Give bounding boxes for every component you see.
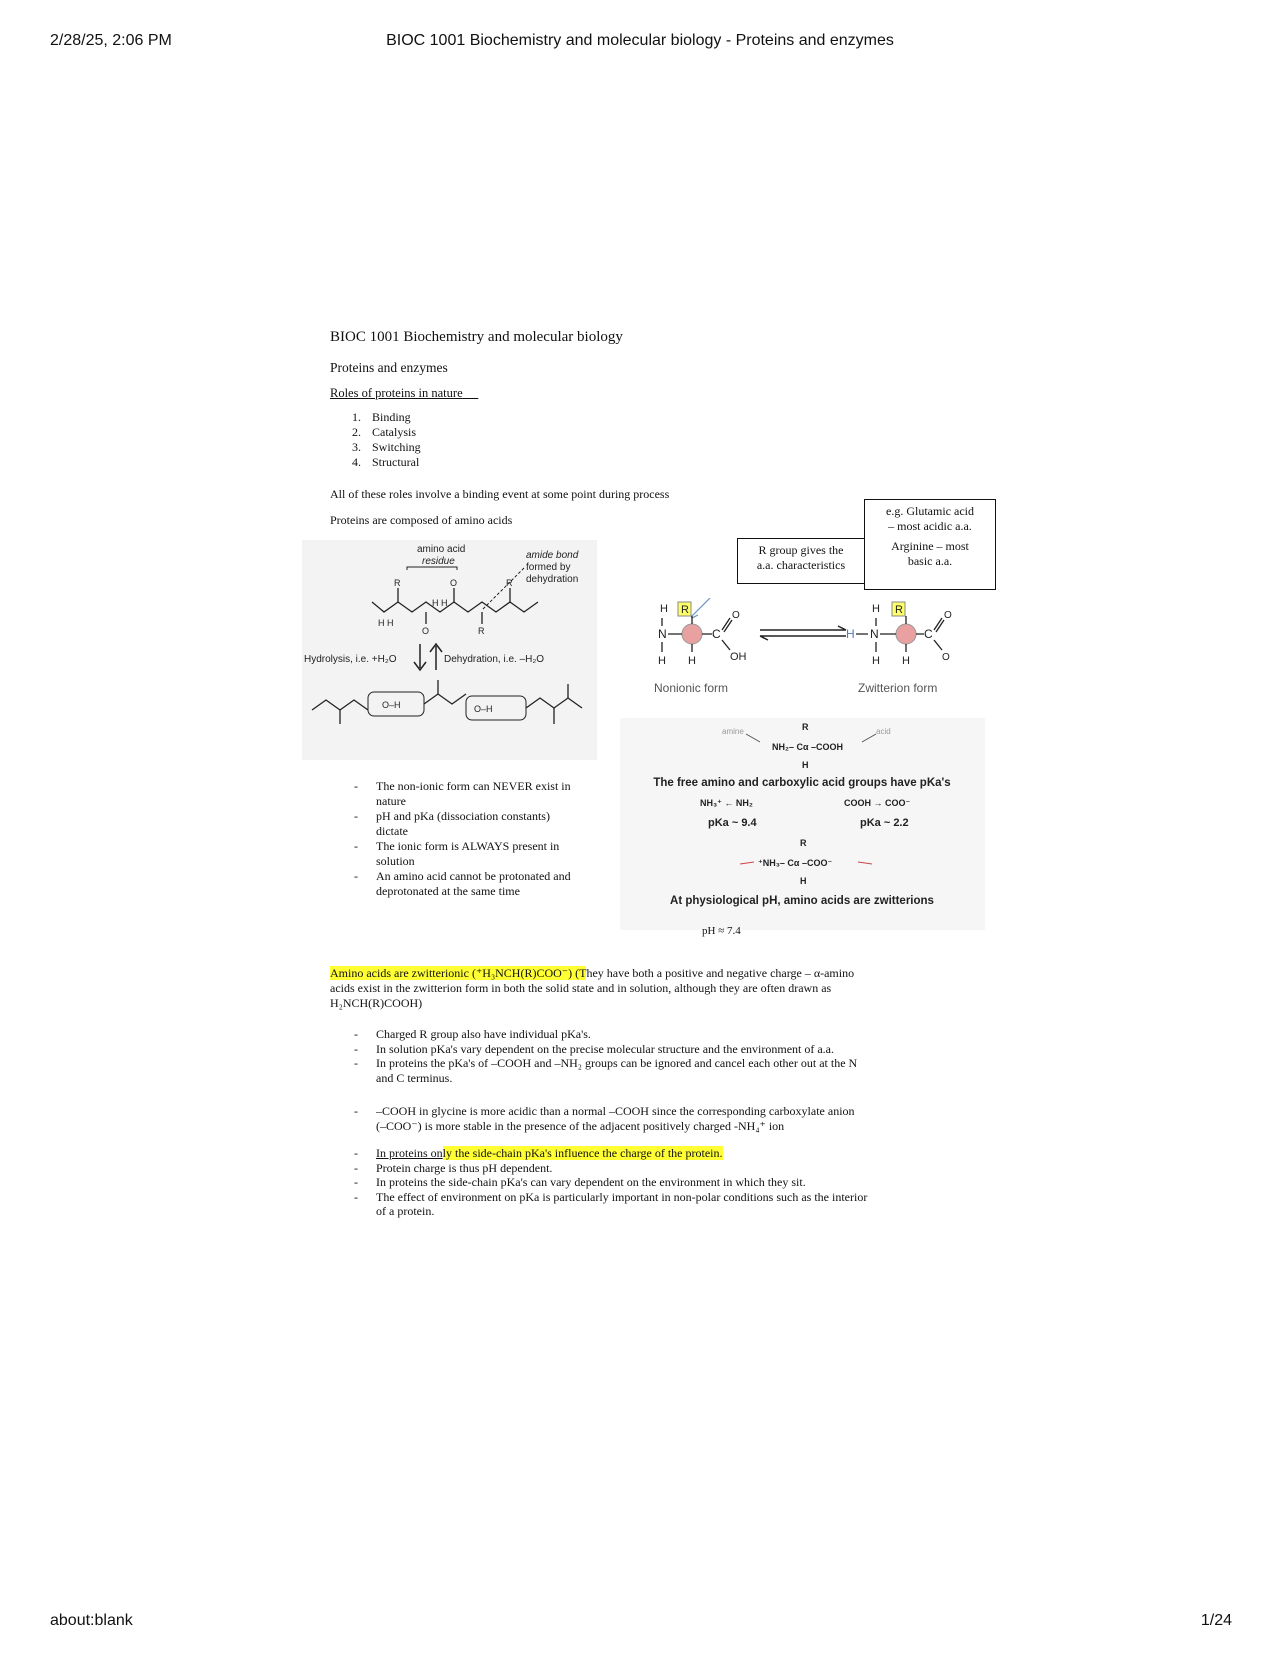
svg-text:O: O (732, 610, 740, 621)
side-chain-bullets (354, 1146, 916, 1219)
list-item: - The ionic form is ALWAYS present in solution (354, 839, 560, 868)
svg-text:H: H (902, 655, 910, 667)
amino-acid-forms-figure (650, 598, 980, 698)
forms-diagram (650, 598, 980, 698)
ph-note: pH ≈ 7.4 (702, 925, 741, 937)
amine-label: amine (722, 727, 744, 736)
svg-text:H: H (800, 876, 807, 886)
list-item: - In proteins only the side-chain pKa's influence the charge of the protein. (354, 1146, 723, 1160)
list-item: - An amino acid cannot be protonated and deprotonated at the same time (354, 869, 571, 898)
list-item: - The non-ionic form can NEVER exist in nature (354, 779, 571, 808)
svg-text:R: R (506, 578, 513, 588)
amine-equilibrium: NH₃⁺ ← NH₂ (700, 798, 753, 808)
list-item: 2. Catalysis (352, 425, 416, 439)
zwitterionic-paragraph: Amino acids are zwitterionic (⁺H₃NCH(R)COO⁻) (They have both a positive and negative charge – α-amino acids exist in the zwitterion form in both the solid state and in solution, although they are often drawn as H₂NCH(R)COOH) (330, 966, 855, 1010)
glycine-bullet (354, 1104, 916, 1133)
svg-text:O: O (944, 610, 952, 621)
ionic-bullets (354, 779, 596, 898)
svg-text:N: N (658, 627, 667, 641)
svg-text:H: H (872, 655, 880, 667)
list-item: - The effect of environment on pKa is particularly important in non-polar conditions such as the interior of a protein. (354, 1189, 868, 1218)
label-amino-acid: amino acid (417, 544, 466, 555)
label-oh-1: O–H (382, 700, 401, 710)
svg-text:O: O (450, 578, 458, 588)
list-item: 1. Binding (352, 410, 411, 424)
list-item: - In solution pKa's vary dependent on the precise molecular structure and the environment of a.a. (354, 1041, 835, 1056)
svg-text:O: O (942, 652, 950, 663)
pka-figure (620, 718, 985, 930)
list-item: 4. Structural (352, 455, 420, 469)
label-formed-by: formed by (526, 562, 571, 573)
examples-callout: e.g. Glutamic acid – most acidic a.a. Arginine – most basic a.a. (864, 499, 996, 590)
svg-text:R: R (895, 604, 903, 616)
list-item: - –COOH in glycine is more acidic than a normal –COOH since the corresponding carboxylate anion (–COO⁻) is more stable in the presence of the adjacent positively charged -NH₄⁺ ion (354, 1104, 855, 1133)
label-dehydration-note: dehydration (526, 574, 579, 585)
svg-text:H: H (688, 655, 696, 667)
svg-text:H H: H H (432, 598, 448, 608)
svg-text:H H: H H (378, 618, 394, 628)
pka-bullets (354, 1027, 916, 1085)
acid-label: acid (876, 727, 891, 736)
pka-acid: pKa ~ 2.2 (860, 817, 909, 829)
svg-text:H: H (802, 760, 809, 770)
label-oh-2: O–H (474, 704, 493, 714)
r-group-callout: R group gives the a.a. characteristics (737, 538, 865, 584)
svg-text:R: R (394, 578, 401, 588)
list-item: - In proteins the pKa's of –COOH and –NH₂ groups can be ignored and cancel each other out at the N and C terminus. (354, 1056, 858, 1085)
composition-note: Proteins are composed of amino acids (330, 513, 513, 527)
acid-equilibrium: COOH → COO⁻ (844, 798, 911, 808)
print-url: about:blank (50, 1612, 133, 1629)
physiological-heading: At physiological pH, amino acids are zwitterions (670, 895, 934, 907)
label-amide-bond: amide bond (526, 550, 579, 561)
binding-note: All of these roles involve a binding event at some point during process (330, 487, 670, 501)
svg-text:R: R (802, 722, 809, 732)
svg-text:OH: OH (730, 651, 747, 663)
subtitle: Proteins and enzymes (330, 360, 448, 375)
peptide-diagram (302, 540, 597, 760)
list-item: - Protein charge is thus pH dependent. (354, 1160, 553, 1175)
label-hydrolysis: Hydrolysis, i.e. +H₂O (304, 654, 397, 665)
list-item: - Charged R group also have individual pKa's. (354, 1027, 591, 1041)
list-item: - pH and pKa (dissociation constants) dictate (354, 809, 550, 838)
svg-text:H: H (658, 655, 666, 667)
zwitterion-label: Zwitterion form (858, 681, 938, 695)
print-datetime: 2/28/25, 2:06 PM (50, 32, 172, 49)
page-number: 1/24 (1200, 1612, 1232, 1629)
label-dehydration: Dehydration, i.e. –H₂O (444, 654, 545, 665)
svg-text:C: C (712, 627, 721, 641)
list-item: - In proteins the side-chain pKa's can vary dependent on the environment in which they sit. (354, 1175, 806, 1189)
structure-bottom: ⁺NH₃– Cα –COO⁻ (758, 858, 833, 868)
roles-heading: Roles of proteins in nature (330, 386, 463, 400)
course-title: BIOC 1001 Biochemistry and molecular biology (330, 329, 623, 345)
r-group-label: R (681, 604, 689, 616)
pka-amine: pKa ~ 9.4 (708, 817, 757, 829)
peptide-bond-figure (302, 540, 597, 760)
list-item: 3. Switching (352, 440, 421, 454)
svg-text:R: R (478, 626, 485, 636)
svg-text:N: N (870, 627, 879, 641)
structure-top: NH₂– Cα –COOH (772, 742, 844, 752)
print-title: BIOC 1001 Biochemistry and molecular biology - Proteins and enzymes (386, 32, 894, 49)
label-residue: residue (422, 556, 455, 567)
svg-text:O: O (422, 626, 430, 636)
svg-text:H: H (660, 603, 668, 615)
roles-list (352, 410, 421, 470)
pka-diagram (620, 718, 985, 930)
nonionic-label: Nonionic form (654, 681, 729, 695)
svg-text:R: R (800, 838, 807, 848)
svg-text:H: H (846, 627, 855, 641)
free-groups-heading: The free amino and carboxylic acid groups have pKa's (653, 777, 951, 789)
svg-text:C: C (924, 627, 933, 641)
svg-text:H: H (872, 603, 880, 615)
